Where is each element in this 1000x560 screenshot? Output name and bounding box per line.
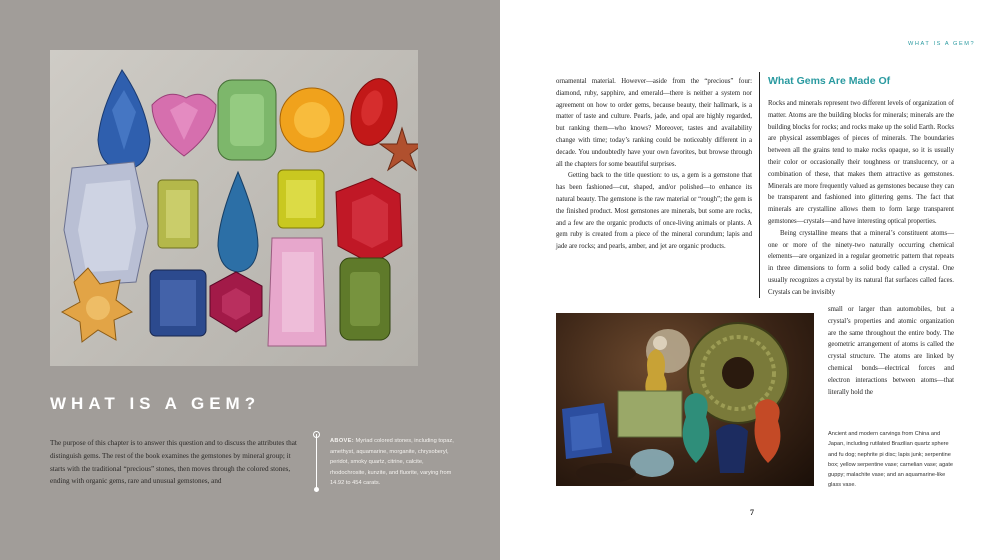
- text-column-2-continued: [828, 304, 954, 398]
- colored-gemstones-photo: [50, 50, 418, 366]
- column2-paragraph-2: Being crystalline means that a mineral’s constituent atoms—one or more of the ninety-two naturally occurring chemical elements—are organized in a regular geometric pattern that repeats in three dimensions to form a solid body called a crystal. One usually recognizes a crystal by its natural flat surfaces called faces. Crystals can be invisibly: [768, 229, 954, 296]
- text-column-2: [768, 98, 954, 299]
- running-head: WHAT IS A GEM?: [908, 41, 976, 47]
- section-heading: What Gems Are Made Of: [768, 75, 891, 87]
- chapter-title: WHAT IS A GEM?: [50, 394, 261, 413]
- carvings-photo: [556, 313, 814, 486]
- gemstones-illustration: [50, 50, 418, 366]
- column2-paragraph-1: Rocks and minerals represent two different levels of organization of matter. Atoms are the building blocks for minerals; minerals are the building blocks for rocks; and rocks make up the solid Earth. Rocks are physical assemblages of pieces of minerals. The boundaries between all the grains tend to make rocks opaque, so it is usually their color or occasionally their toughness or translucency, or a combination of these, that makes them attractive as gemstones. Minerals are more frequently valued as gemstones because they can be transparent and fashioned into glittering gems. The fact that minerals are crystalline allows them to form large transparent gemstones—crystals—and have interesting optical properties.: [768, 100, 954, 225]
- column1-paragraph-2: Getting back to the title question: to us, a gem is a gemstone that has been fashioned—cut, shaped, and/or polished—to enhance its natural beauty. The gemstone is the raw material or “rough”; the gem is the finished product. Most gemstones are minerals, but some are rocks, and a few are the organic products of once-living animals or plants. A gem ruby is created from a piece of the mineral corundum; lapis and jade are rocks; and pearls, amber, and jet are organic products.: [556, 172, 752, 251]
- carvings-photo-caption: Ancient and modern carvings from China and Japan, including rutilated Brazilian quartz sphere and fu dog; nephrite pi disc; lapis junk; serpentine box; yellow serpentine vase; carnelian vase; agate guppy; malachite vase; and an aquamarine-like glass vase.: [828, 431, 954, 489]
- caption-marker-bottom: [314, 487, 319, 492]
- column-divider: [759, 72, 760, 298]
- column1-paragraph-1: ornamental material. However—aside from the “precious” four: diamond, ruby, sapphire, and emerald—there is neither a system nor agreement on how to order gems, because beauty, their hallmark, is a matter of taste and culture. Pearls, jade, and opal are highly regarded, but ranking them—who knows? Moreover, tastes and availability change with time; today’s ranking could be noticeably different in a decade. You undoubtedly have your own favorites, but browse through all the chapters for some beautiful surprises.: [556, 78, 752, 168]
- caption-rule: [316, 434, 317, 490]
- carvings-illustration: [556, 313, 814, 486]
- gem-photo-caption: [330, 436, 455, 489]
- page-number: 7: [750, 508, 754, 517]
- text-column-1: [556, 76, 752, 253]
- column2-paragraph-3: small or larger than automobiles, but a crystal’s properties and atomic organization are the same throughout the entire body. The geometric arrangement of atoms is called the crystal structure. The atoms are linked by chemical bonds—electrical forces and electron interactions between atoms—that literally hold the: [828, 306, 954, 396]
- intro-paragraph: The purpose of this chapter is to answer this question and to discuss the attributes that distinguish gems. The rest of the book examines the gemstones by mineral group; it starts with the traditional “precious” stones, then moves through the colored stones, ending with organic gems, rare and unusual gemstones, and: [50, 439, 297, 486]
- caption-text: Myriad colored stones, including topaz, amethyst, aquamarine, morganite, chrysoberyl, peridot, smoky quartz, citrine, calcite, rhodochrosite, kunzite, and fluorite, varying from 14.92 to 454 carats.: [330, 438, 454, 486]
- caption-label: ABOVE:: [330, 438, 354, 444]
